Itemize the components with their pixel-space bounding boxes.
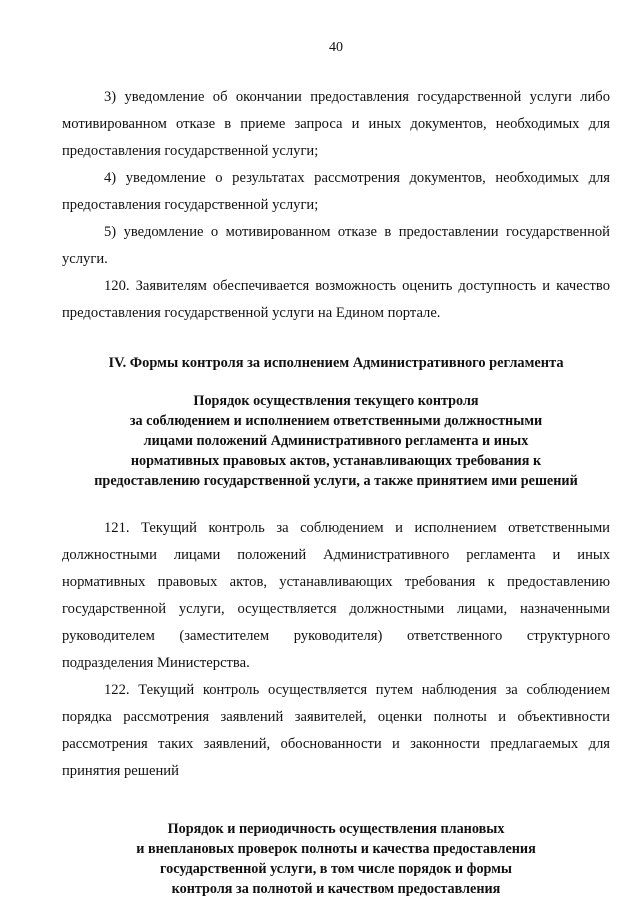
heading-line: предоставлению государственной услуги, а также принятием ими решений xyxy=(94,473,578,489)
heading-line: государственной услуги, в том числе порядок и формы xyxy=(160,861,512,877)
heading-line: нормативных правовых актов, устанавливающих требования к xyxy=(130,453,542,469)
heading-line: за соблюдением и исполнением ответственными должностными xyxy=(129,413,543,429)
paragraph-notification-results: 4) уведомление о результатах рассмотрения документов, необходимых для предоставления государственной услуги; xyxy=(62,170,610,213)
subsection-title-current-control xyxy=(62,391,610,491)
heading-line: Порядок осуществления текущего контроля xyxy=(193,393,479,409)
heading-line: Порядок и периодичность осуществления плановых xyxy=(167,821,505,837)
paragraph-120: 120. Заявителям обеспечивается возможность оценить доступность и качество предоставления государственной услуги на Едином портале. xyxy=(62,278,610,321)
paragraph-notification-completion: 3) уведомление об окончании предоставления государственной услуги либо мотивированном отказе в приеме запроса и иных документов, необходимых для предоставления государственной услуги; xyxy=(62,89,610,159)
heading-line: и внеплановых проверок полноты и качества предоставления xyxy=(136,841,536,857)
heading-line: контроля за полнотой и качеством предоставления xyxy=(171,881,501,897)
section-title-iv: IV. Формы контроля за исполнением Административного регламента xyxy=(108,355,564,371)
page-number: 40 xyxy=(329,40,343,55)
paragraph-122: 122. Текущий контроль осуществляется путем наблюдения за соблюдением порядка рассмотрения заявлений заявителей, оценки полноты и объективности рассмотрения таких заявлений, обоснованности и законности предлагаемых для принятия решений xyxy=(62,682,610,779)
paragraph-121: 121. Текущий контроль за соблюдением и исполнением ответственными должностными лицами положений Административного регламента и иных нормативных правовых актов, устанавливающих требования к предоставлению государственной услуги, осуществляется должностными лицами, назначенными руководителем (заместителем руководителя) ответственного структурного подразделения Министерства. xyxy=(62,520,610,671)
subsection-title-planned-checks xyxy=(62,819,610,899)
paragraph-notification-refusal: 5) уведомление о мотивированном отказе в предоставлении государственной услуги. xyxy=(62,224,610,267)
heading-line: лицами положений Административного регламента и иных xyxy=(143,433,529,449)
document-body xyxy=(62,84,610,899)
